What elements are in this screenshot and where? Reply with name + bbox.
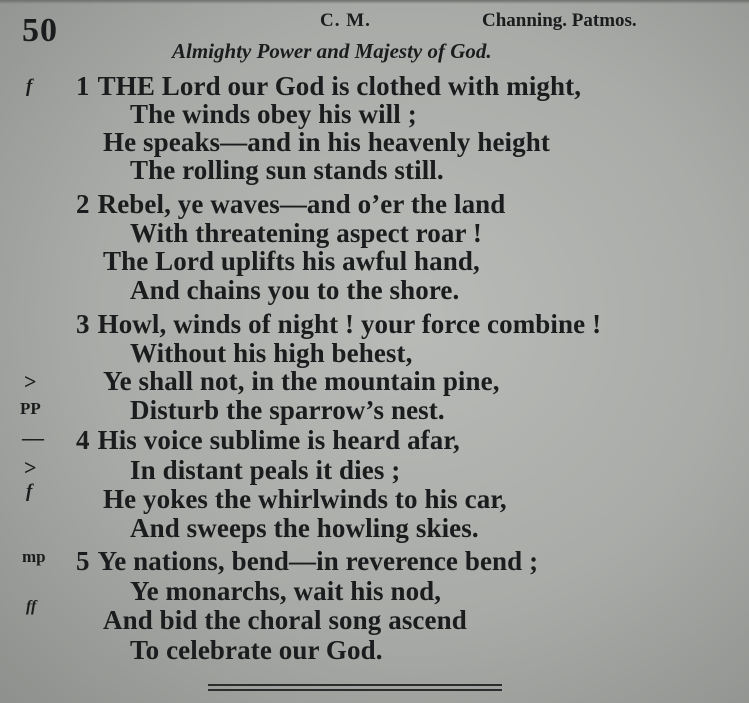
hymn-subtitle: Almighty Power and Majesty of God. [172, 39, 492, 63]
verse-line: Disturb the sparrow’s nest. [130, 395, 445, 425]
verse-line: 2 Rebel, ye waves—and o’er the land [76, 189, 506, 219]
dynamic-accent: > [24, 369, 37, 394]
verse-line: 4 His voice sublime is heard afar, [76, 425, 460, 455]
verse-line: The winds obey his will ; [130, 99, 417, 129]
verse-number: 5 [76, 546, 90, 576]
closing-rule [208, 689, 502, 691]
dynamic-mezzo-piano: mp [22, 547, 46, 566]
verse-line: With threatening aspect roar ! [130, 218, 482, 248]
dynamic-forte: f [26, 481, 33, 502]
verse-line: The Lord uplifts his awful hand, [103, 246, 480, 276]
verse-line: 3 Howl, winds of night ! your force combine ! [76, 309, 602, 339]
verse-line: He yokes the whirlwinds to his car, [103, 484, 507, 514]
dynamic-pianissimo: PP [20, 399, 41, 418]
verse-line: The rolling sun stands still. [130, 155, 444, 185]
closing-rule [208, 684, 502, 686]
page-edge [0, 0, 749, 4]
verse-number: 4 [76, 425, 90, 455]
hymn-number: 50 [22, 12, 58, 49]
verse-line: And chains you to the shore. [130, 275, 460, 305]
meter-label: C. M. [320, 10, 371, 31]
verse-line: And sweeps the howling skies. [130, 513, 479, 543]
dynamic-dash: — [22, 425, 44, 450]
verse-line: Without his high behest, [130, 338, 413, 368]
verse-line: To celebrate our God. [130, 635, 383, 665]
dynamic-fortissimo: ff [26, 598, 37, 615]
tune-names: Channing. Patmos. [482, 10, 637, 31]
verse-line: 5 Ye nations, bend—in reverence bend ; [76, 546, 539, 576]
verse-line: Ye monarchs, wait his nod, [130, 576, 442, 606]
dynamic-forte: f [26, 76, 33, 97]
verse-number: 2 [76, 189, 90, 219]
verse-line: In distant peals it dies ; [130, 455, 401, 485]
verse-line: He speaks—and in his heavenly height [103, 127, 550, 157]
verse-line: Ye shall not, in the mountain pine, [103, 366, 500, 396]
verse-line: 1 THE Lord our God is clothed with might, [76, 71, 582, 101]
verse-line: And bid the choral song ascend [103, 605, 467, 635]
verse-number: 1 [76, 71, 90, 101]
dynamic-accent: > [24, 455, 37, 480]
verse-number: 3 [76, 309, 90, 339]
